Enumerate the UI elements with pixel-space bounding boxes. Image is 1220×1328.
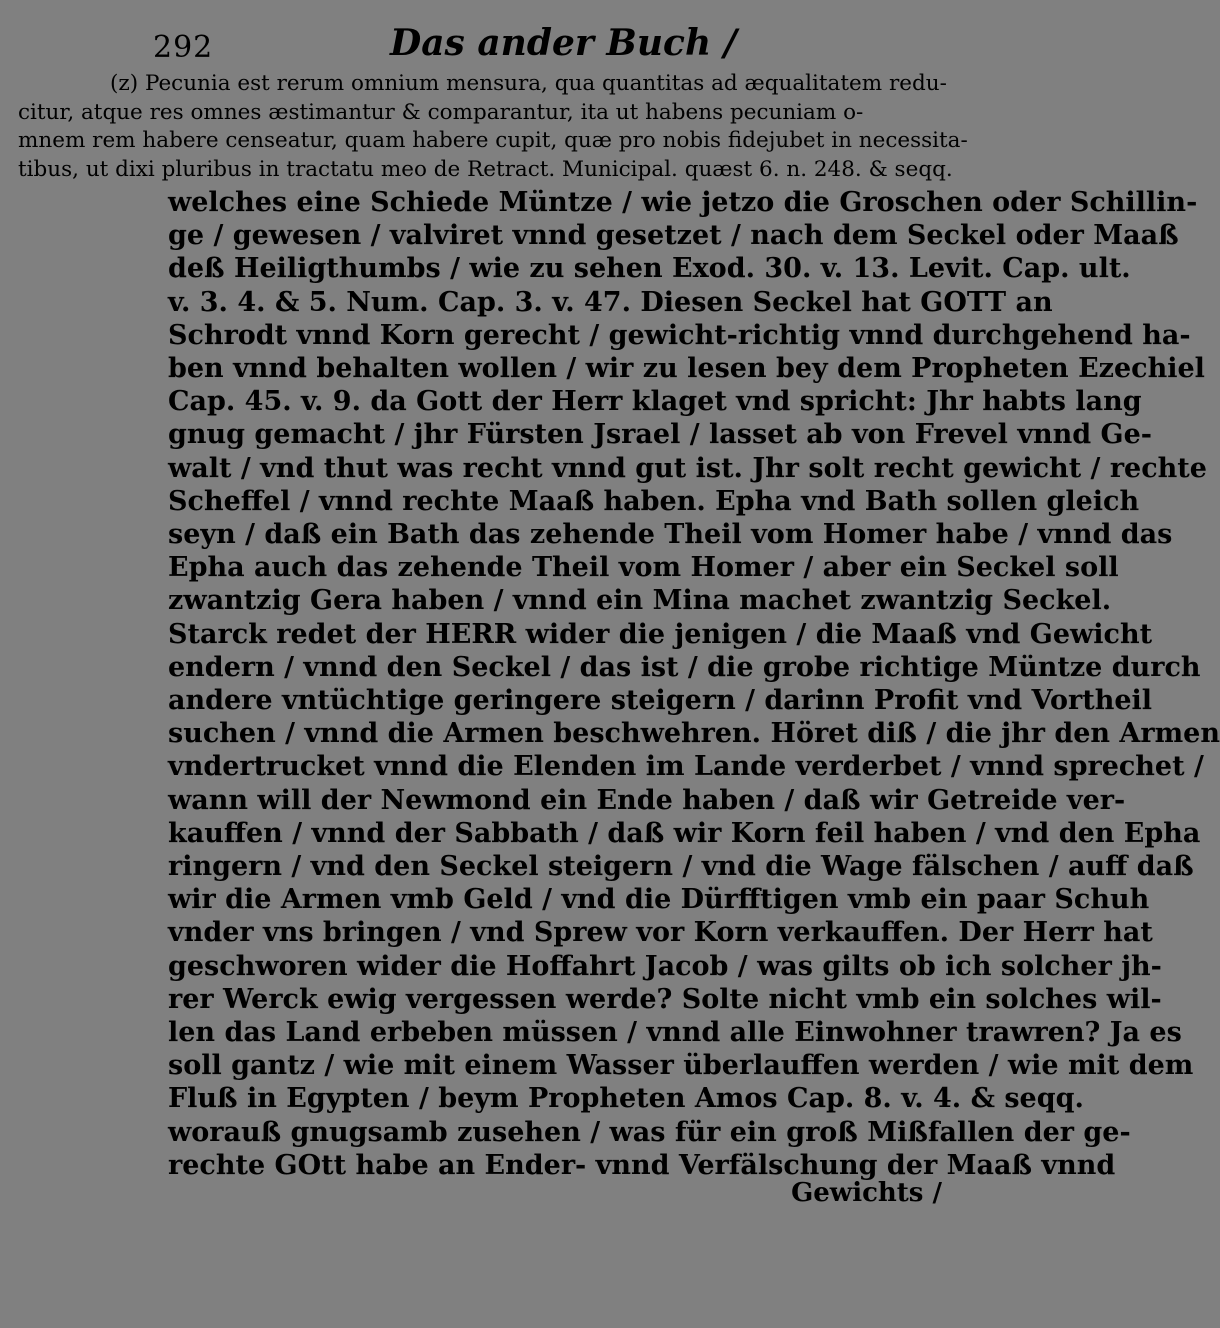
footnote-line: tibus, ut dixi pluribus in tractatu meo de Retract. Municipal. quæst 6. n. 248. & seqq. bbox=[18, 156, 953, 182]
text-line: ben vnnd behalten wollen / wir zu lesen bey dem Propheten Ezechiel bbox=[168, 353, 1205, 385]
text-line: ringern / vnd den Seckel steigern / vnd die Wage fälschen / auff daß bbox=[168, 851, 1194, 883]
footnote bbox=[18, 70, 968, 184]
text-line: Scheffel / vnnd rechte Maaß haben. Epha vnd Bath sollen gleich bbox=[168, 485, 1140, 517]
text-line: walt / vnd thut was recht vnnd gut ist. Jhr solt recht gewicht / rechte bbox=[168, 452, 1207, 484]
text-line: endern / vnnd den Seckel / das ist / die grobe richtige Müntze durch bbox=[168, 651, 1201, 683]
body-text bbox=[168, 186, 1220, 1182]
text-line: suchen / vnnd die Armen beschwehren. Höret diß / die jhr den Armen bbox=[168, 718, 1220, 750]
text-line: Fluß in Egypten / beym Propheten Amos Cap. 8. v. 4. & seqq. bbox=[168, 1083, 1084, 1115]
text-line: wir die Armen vmb Geld / vnd die Dürfftigen vmb ein paar Schuh bbox=[168, 884, 1150, 916]
text-line: welches eine Schiede Müntze / wie jetzo die Groschen oder Schillin- bbox=[168, 187, 1198, 218]
footnote-line: citur, atque res omnes æstimantur & comparantur, ita ut habens pecuniam o- bbox=[18, 99, 864, 125]
text-line: soll gantz / wie mit einem Wasser überlauffen werden / wie mit dem bbox=[168, 1050, 1194, 1082]
catchword: Gewichts / bbox=[791, 1178, 942, 1208]
footnote-line: mnem rem habere censeatur, quam habere cupit, quæ pro nobis fidejubet in necessita- bbox=[18, 128, 968, 153]
text-line: Epha auch das zehende Theil vom Homer / aber ein Seckel soll bbox=[168, 552, 1119, 584]
text-line: andere vntüchtige geringere steigern / darinn Profit vnd Vortheil bbox=[168, 685, 1153, 717]
page-number: 292 bbox=[153, 30, 214, 65]
text-line: Starck redet der HERR wider die jenigen / die Maaß vnd Gewicht bbox=[168, 618, 1153, 650]
text-line: len das Land erbeben müssen / vnnd alle Einwohner trawren? Ja es bbox=[168, 1017, 1182, 1049]
text-line: worauß gnugsamb zusehen / was für ein groß Mißfallen der ge- bbox=[168, 1116, 1131, 1148]
text-line: seyn / daß ein Bath das zehende Theil vom Homer habe / vnnd das bbox=[168, 519, 1173, 551]
text-line: v. 3. 4. & 5. Num. Cap. 3. v. 47. Diesen Seckel hat GOTT an bbox=[168, 286, 1053, 318]
text-line: rer Werck ewig vergessen werde? Solte nicht vmb ein solches wil- bbox=[168, 983, 1162, 1015]
text-line: Cap. 45. v. 9. da Gott der Herr klaget vnd spricht: Jhr habts lang bbox=[168, 386, 1142, 418]
text-line: wann will der Newmond ein Ende haben / daß wir Getreide ver- bbox=[168, 784, 1126, 816]
text-line: vnder vns bringen / vnd Sprew vor Korn verkauffen. Der Herr hat bbox=[168, 917, 1153, 949]
running-head: Das ander Buch / bbox=[390, 22, 737, 64]
text-line: kauffen / vnnd der Sabbath / daß wir Korn feil haben / vnd den Epha bbox=[168, 817, 1201, 849]
footnote-line: (z) Pecunia est rerum omnium mensura, qua quantitas ad æqualitatem redu- bbox=[110, 71, 947, 96]
text-line: geschworen wider die Hoffahrt Jacob / was gilts ob ich solcher jh- bbox=[168, 950, 1162, 982]
text-line: Schrodt vnnd Korn gerecht / gewicht-richtig vnnd durchgehend ha- bbox=[168, 319, 1191, 351]
text-line: gnug gemacht / jhr Fürsten Jsrael / lasset ab von Frevel vnnd Ge- bbox=[168, 419, 1152, 451]
text-line: ge / gewesen / valviret vnnd gesetzet / nach dem Seckel oder Maaß bbox=[168, 220, 1179, 252]
text-line: rechte GOtt habe an Ender- vnnd Verfälschung der Maaß vnnd bbox=[168, 1149, 1116, 1181]
text-line: zwantzig Gera haben / vnnd ein Mina machet zwantzig Seckel. bbox=[168, 585, 1112, 617]
text-line: deß Heiligthumbs / wie zu sehen Exod. 30. v. 13. Levit. Cap. ult. bbox=[168, 253, 1131, 285]
text-line: vndertrucket vnnd die Elenden im Lande verderbet / vnnd sprechet / bbox=[168, 751, 1204, 783]
